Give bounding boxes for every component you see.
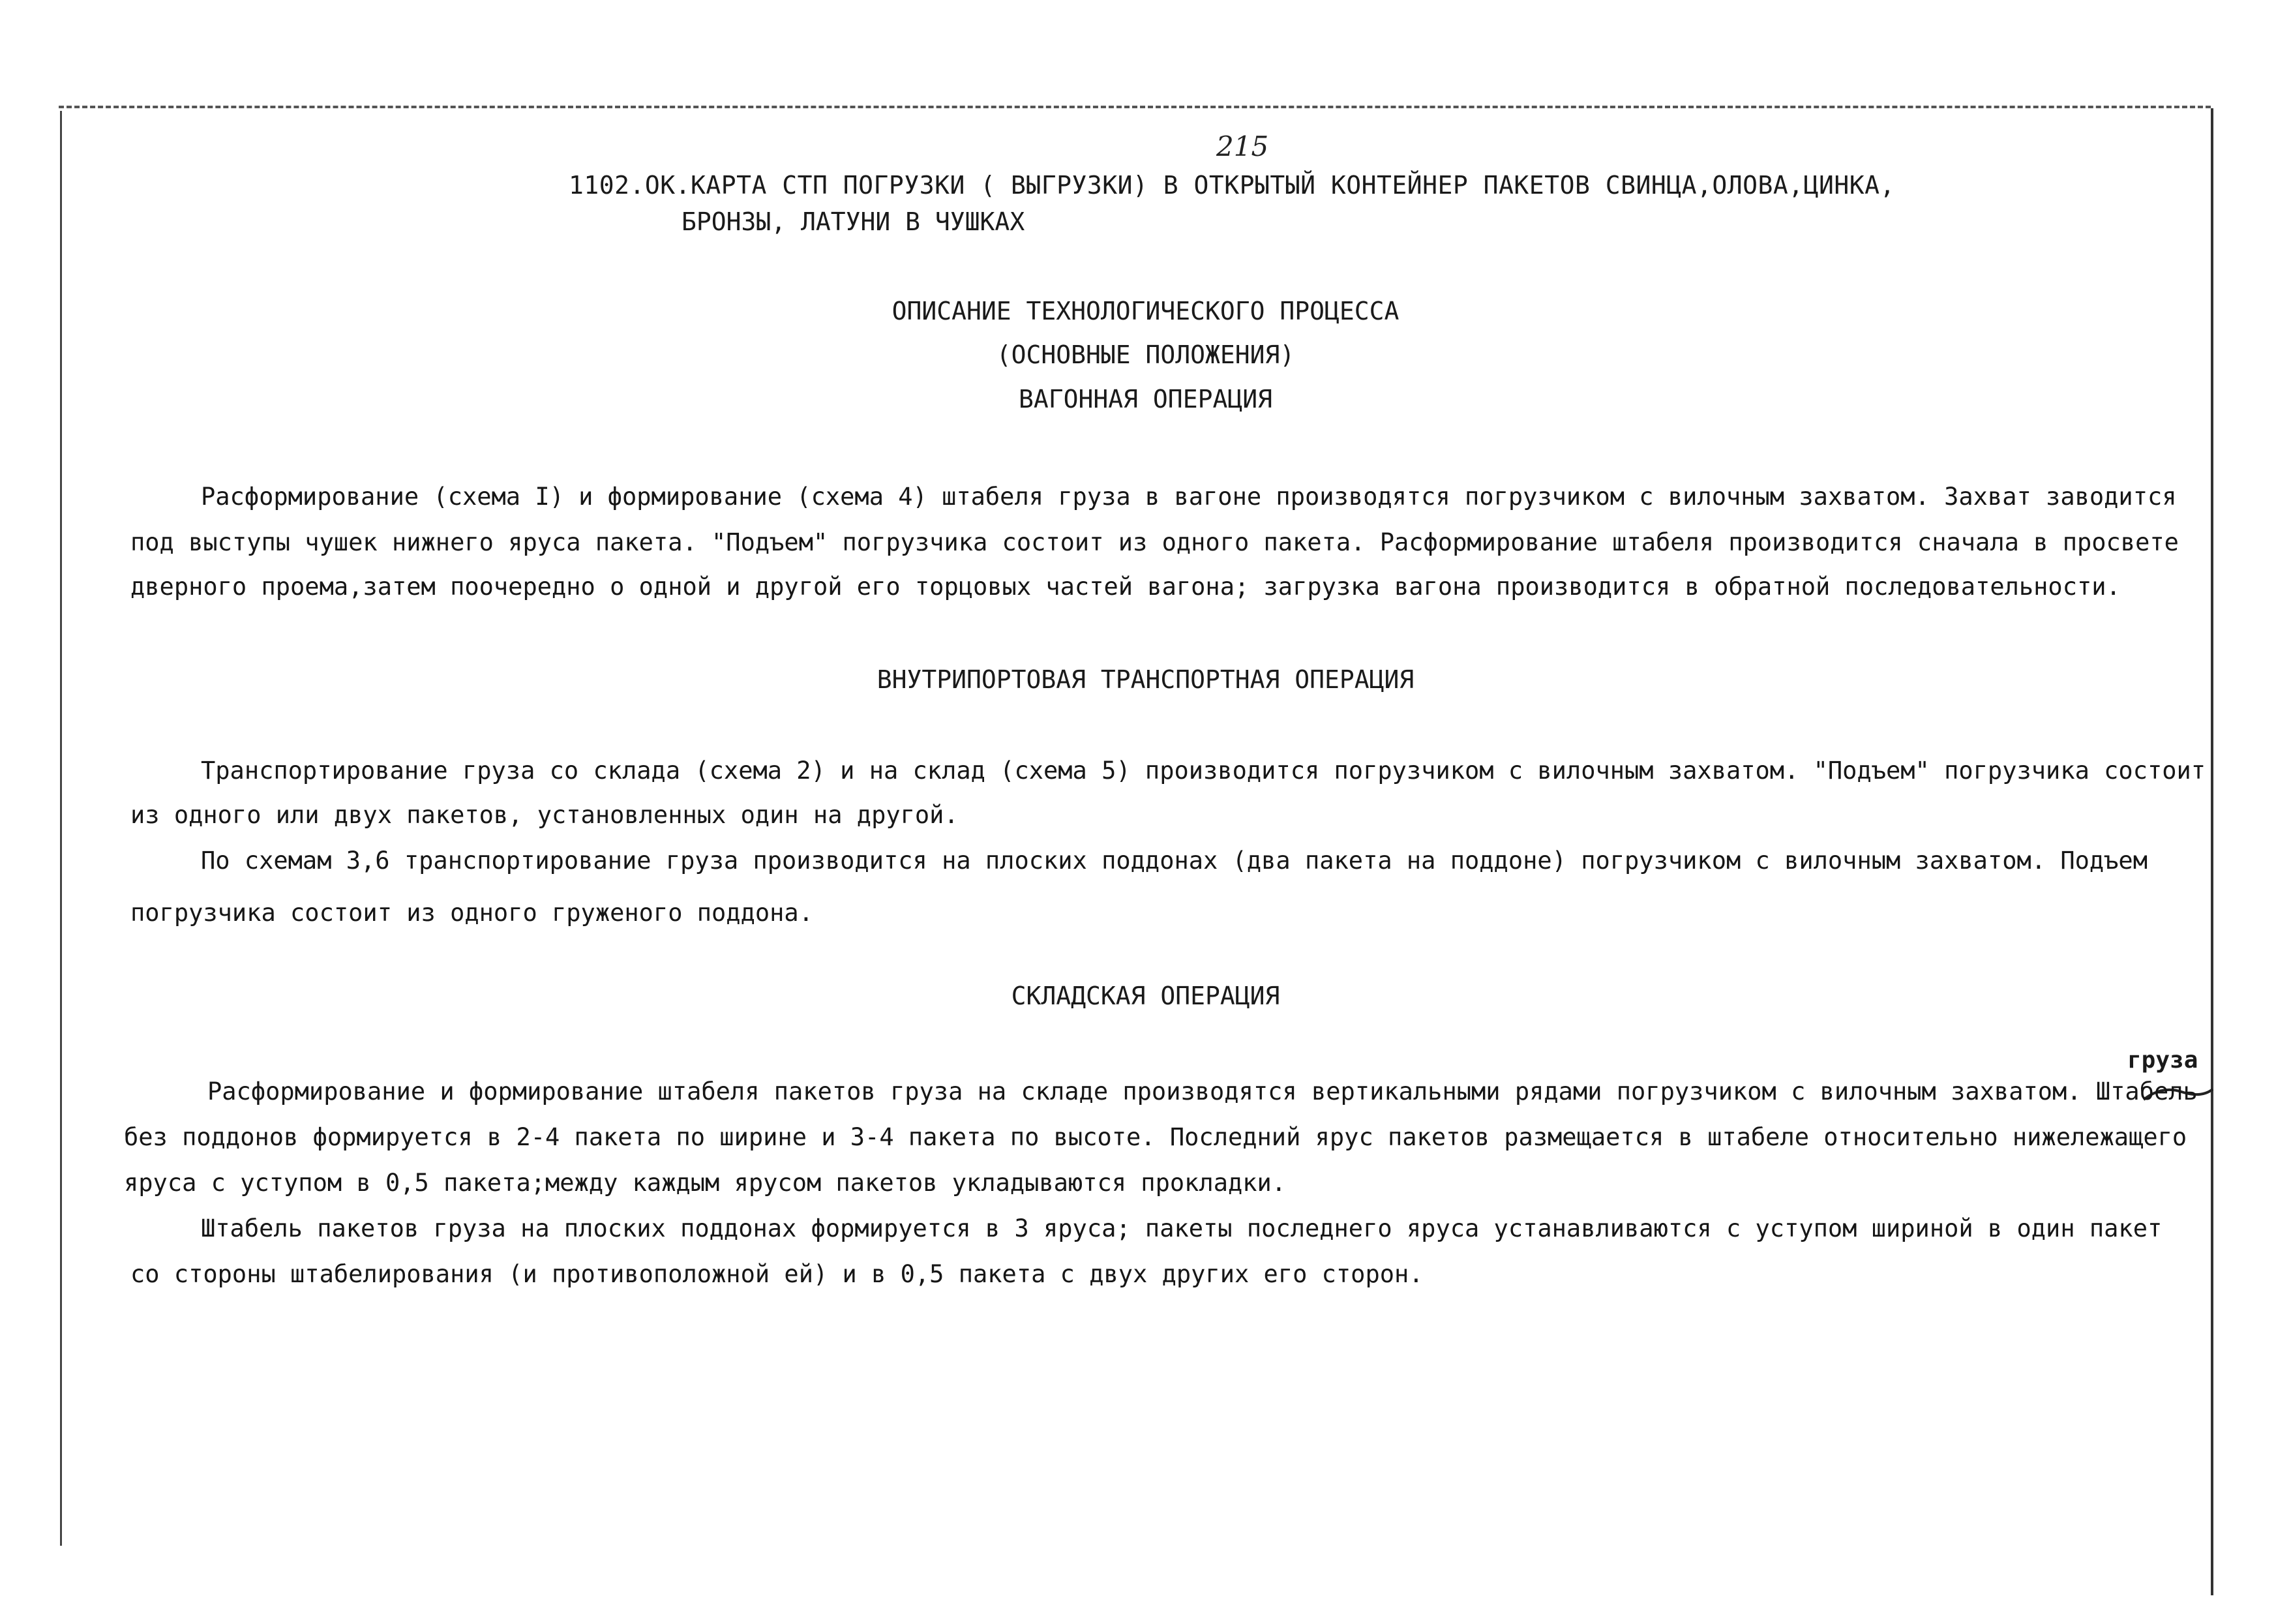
heading-warehouse-operation: СКЛАДСКАЯ ОПЕРАЦИЯ: [1011, 982, 1280, 1010]
page-number: 215: [1216, 130, 1269, 162]
transport-paragraph-line: Транспортирование груза со склада (схема 2) и на склад (схема 5) производится погрузчиком с вилочным захватом. "Подъем" погрузчика состоит: [201, 757, 2206, 785]
frame-right-line: [2211, 108, 2213, 1595]
warehouse-paragraph-line: Штабель пакетов груза на плоских поддонах формируется в 3 яруса; пакеты последнего яруса устанавливаются с уступом шириной в один пакет: [201, 1214, 2163, 1242]
frame-top-line: [59, 106, 2211, 108]
wagon-paragraph-line: под выступы чушек нижнего яруса пакета. "Подъем" погрузчика состоит из одного пакета. Расформирование штабеля производится сначала в просвете: [130, 528, 2179, 556]
wagon-paragraph-line: дверного проема,затем поочередно о одной и другой его торцовых частей вагона; загрузка вагона производится в обратной последовательности.: [130, 573, 2121, 601]
frame-left-line: [60, 111, 62, 1546]
transport-paragraph-line: По схемам 3,6 транспортирование груза производится на плоских поддонах (два пакета на поддоне) погрузчиком с вилочным захватом. Подъем: [201, 847, 2148, 875]
heading-wagon-operation: ВАГОННАЯ ОПЕРАЦИЯ: [1019, 385, 1272, 414]
margin-handwritten-note: груза: [2127, 1047, 2198, 1074]
wagon-paragraph-line: Расформирование (схема I) и формирование (схема 4) штабеля груза в вагоне производятся погрузчиком с вилочным захватом. Захват заводится: [201, 483, 2177, 511]
heading-main-provisions: (ОСНОВНЫЕ ПОЛОЖЕНИЯ): [996, 340, 1295, 369]
transport-paragraph-line: погрузчика состоит из одного груженого поддона.: [130, 899, 813, 927]
heading-transport-operation: ВНУТРИПОРТОВАЯ ТРАНСПОРТНАЯ ОПЕРАЦИЯ: [876, 665, 1415, 694]
document-title-line-2: БРОНЗЫ, ЛАТУНИ В ЧУШКАХ: [681, 207, 1025, 236]
warehouse-paragraph-line: со стороны штабелирования (и противоположной ей) и в 0,5 пакета с двух других его сторон.: [130, 1260, 1424, 1288]
transport-paragraph-line: из одного или двух пакетов, установленных один на другой.: [130, 801, 959, 829]
document-title-line-1: 1102.ОК.КАРТА СТП ПОГРУЗКИ ( ВЫГРУЗКИ) В ОТКРЫТЫЙ КОНТЕЙНЕР ПАКЕТОВ СВИНЦА,ОЛОВА,ЦИНКА,: [569, 171, 1895, 200]
warehouse-paragraph-line: без поддонов формируется в 2-4 пакета по ширине и 3-4 пакета по высоте. Последний ярус пакетов размещается в штабеле относительно нижележащего: [124, 1123, 2187, 1151]
heading-description: ОПИСАНИЕ ТЕХНОЛОГИЧЕСКОГО ПРОЦЕССА: [891, 297, 1400, 325]
warehouse-paragraph-line: Расформирование и формирование штабеля пакетов груза на складе производятся вертикальными рядами погрузчиком с вилочным захватом. Штабель: [207, 1077, 2198, 1105]
warehouse-paragraph-line: яруса с уступом в 0,5 пакета;между каждым ярусом пакетов укладываются прокладки.: [124, 1169, 1287, 1197]
